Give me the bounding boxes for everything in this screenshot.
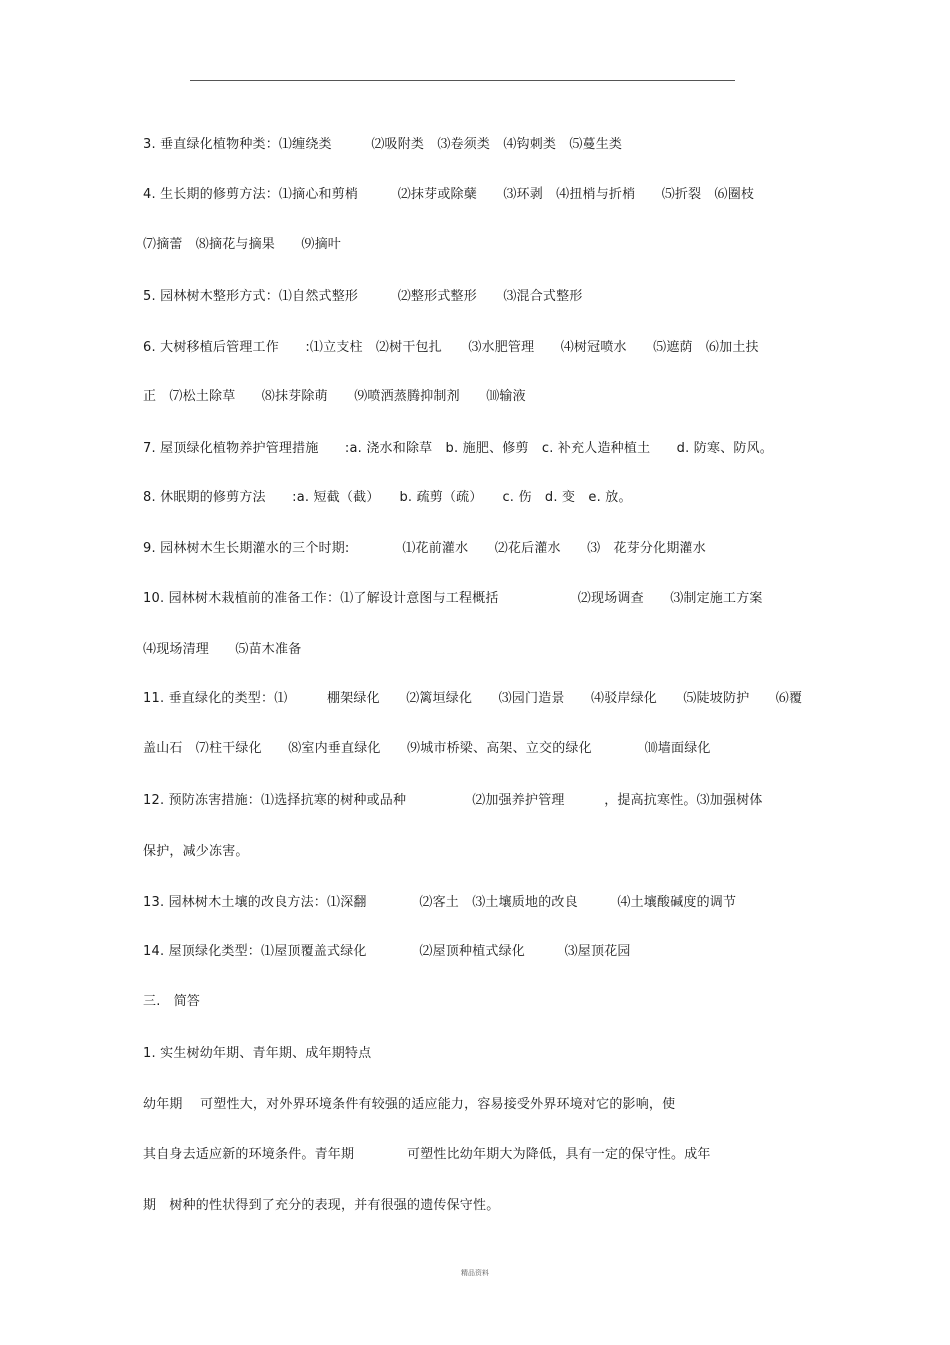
text-line: 3. 垂直绿化植物种类：⑴缠绕类 ⑵吸附类 ⑶卷须类 ⑷钩刺类 ⑸蔓生类 (143, 137, 623, 152)
text-line: 期 树种的性状得到了充分的表现，并有很强的遗传保守性。 (143, 1198, 500, 1213)
text-line: 盖山石 ⑺柱干绿化 ⑻室内垂直绿化 ⑼城市桥梁、高架、立交的绿化 ⑽墙面绿化 (143, 741, 711, 756)
text-line: ⑷现场清理 ⑸苗木准备 (143, 642, 302, 657)
text-line: 10. 园林树木栽植前的准备工作：⑴了解设计意图与工程概括 ⑵现场调查 ⑶制定施工方案 (143, 591, 763, 606)
text-line: 其自身去适应新的环境条件。青年期 可塑性比幼年期大为降低，具有一定的保守性。成年 (143, 1147, 711, 1162)
text-line: 11. 垂直绿化的类型：⑴ 棚架绿化 ⑵篱垣绿化 ⑶园门造景 ⑷驳岸绿化 ⑸陡坡防护 ⑹覆 (143, 691, 803, 706)
text-line: 正 ⑺松土除草 ⑻抹芽除萌 ⑼喷洒蒸腾抑制剂 ⑽输液 (143, 389, 526, 404)
text-line: 5. 园林树木整形方式：⑴自然式整形 ⑵整形式整形 ⑶混合式整形 (143, 289, 583, 304)
text-line: 7. 屋顶绿化植物养护管理措施 :a. 浇水和除草 b. 施肥、修剪 c. 补充人造种植土 d. 防寒、防风。 (143, 441, 773, 456)
text-line: 13. 园林树木土壤的改良方法：⑴深翻 ⑵客土 ⑶土壤质地的改良 ⑷土壤酸碱度的调节 (143, 895, 737, 910)
text-line: 9. 园林树木生长期灌水的三个时期: ⑴花前灌水 ⑵花后灌水 ⑶ 花芽分化期灌水 (143, 541, 706, 556)
text-line: 12. 预防冻害措施：⑴选择抗寒的树种或品种 ⑵加强养护管理 ，提高抗寒性。⑶加强树体 (143, 793, 763, 808)
text-line: 8. 休眠期的修剪方法 :a. 短截（截） b. 疏剪（疏） c. 伤 d. 变 e. 放。 (143, 490, 632, 505)
text-line: 幼年期 可塑性大，对外界环境条件有较强的适应能力，容易接受外界环境对它的影响，使 (143, 1097, 676, 1112)
text-line: 14. 屋顶绿化类型：⑴屋顶覆盖式绿化 ⑵屋顶种植式绿化 ⑶屋顶花园 (143, 944, 631, 959)
text-line: 4. 生长期的修剪方法：⑴摘心和剪梢 ⑵抹芽或除蘖 ⑶环剥 ⑷扭梢与折梢 ⑸折裂 ⑹圈枝 (143, 187, 755, 202)
text-line: ⑺摘蕾 ⑻摘花与摘果 ⑼摘叶 (143, 237, 342, 252)
section-heading: 三. 简答 (143, 994, 201, 1009)
page-footer: 精品资料 (461, 1269, 489, 1277)
text-line: 保护，减少冻害。 (143, 844, 249, 859)
text-line: 6. 大树移植后管理工作 :⑴立支柱 ⑵树干包扎 ⑶水肥管理 ⑷树冠喷水 ⑸遮荫 ⑹加土扶 (143, 340, 759, 355)
question-heading: 1. 实生树幼年期、青年期、成年期特点 (143, 1046, 372, 1061)
header-rule (190, 80, 735, 81)
